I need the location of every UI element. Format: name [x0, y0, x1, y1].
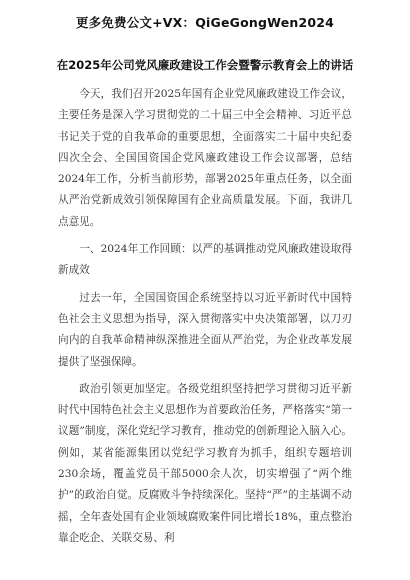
body-paragraph: 过去一年，全国国资国企系统坚持以习近平新时代中国特色社会主义思想为指导，深入贯彻落实中央决策部署，以刀刃向内的自我革命精神纵深推进全面从严治党，为企业改革发展提供了坚强保障。 [58, 291, 352, 368]
section-heading-1: 一、2024年工作回顾：以严的基调推动党风廉政建设取得新成效 [58, 243, 352, 277]
body-paragraph: 政治引领更加坚定。各级党组织坚持把学习贯彻习近平新时代中国特色社会主义思想作为首要政治任务，严格落实“第一议题”制度，深化党纪学习教育，推动党的创新理论入脑入心。例如，某省能源集团以党纪学习教育为抓手，组织专题培训230余场，覆盖党员干部5000余人次，切实增强了“两个维护”的政治自觉。反腐败斗争持续深化。坚持“严”的主基调不动摇，全年查处国有企业领域腐败案件同比增长18%，重点整治靠企吃企、关联交易、利 [58, 382, 352, 544]
document-body [58, 84, 352, 555]
intro-paragraph: 今天，我们召开2025年国有企业党风廉政建设工作会议，主要任务是深入学习贯彻党的二十届三中全会精神、习近平总书记关于党的自我革命的重要思想，全面落实二十届中央纪委四次全会、全国国资国企党风廉政建设工作会议部署，总结2024年工作，分析当前形势，部署2025年重点任务，以全面从严治党新成效引领保障国有企业高质量发展。下面，我讲几点意见。 [58, 88, 352, 228]
document-title: 在2025年公司党风廉政建设工作会暨警示教育会上的讲话 [56, 58, 354, 72]
watermark-header: 更多免费公文+VX：QiGeGongWen2024 [75, 15, 335, 30]
